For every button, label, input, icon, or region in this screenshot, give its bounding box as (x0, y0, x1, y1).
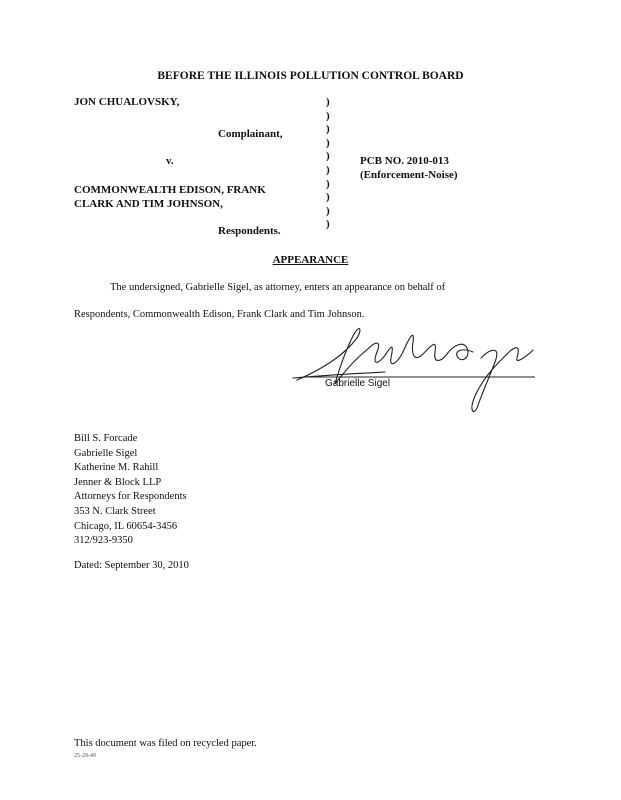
case-type: (Enforcement-Noise) (360, 169, 458, 181)
counsel-line: Attorneys for Respondents (74, 491, 187, 503)
signature-name: Gabrielle Sigel (325, 378, 391, 389)
respondents-line-2: CLARK AND TIM JOHNSON, (74, 198, 223, 210)
counsel-line: Jenner & Block LLP (74, 476, 162, 488)
case-number: PCB NO. 2010-013 (360, 155, 449, 167)
complainant-name: JON CHUALOVSKY, (74, 96, 180, 108)
counsel-line: Gabrielle Sigel (74, 447, 138, 459)
recycled-paper-note: This document was filed on recycled paper. (74, 738, 257, 749)
counsel-line: Katherine M. Rahill (74, 462, 159, 474)
counsel-line: Chicago, IL 60654-3456 (74, 520, 178, 532)
caption-parentheses: ) ) ) ) ) ) ) ) ) ) (326, 96, 330, 231)
counsel-line: 312/923-9350 (74, 535, 133, 547)
counsel-block (74, 432, 187, 549)
counsel-line: Bill S. Forcade (74, 433, 138, 444)
versus-label: v. (166, 155, 174, 167)
document-code: 25-29-49 (74, 753, 96, 759)
respondents-line-1: COMMONWEALTH EDISON, FRANK (74, 184, 266, 196)
counsel-line: 353 N. Clark Street (74, 505, 156, 517)
appearance-line-2: Respondents, Commonwealth Edison, Frank Clark and Tim Johnson. (74, 309, 365, 320)
board-heading: BEFORE THE ILLINOIS POLLUTION CONTROL BOARD (157, 70, 464, 82)
dated-line: Dated: September 30, 2010 (74, 560, 189, 571)
handwritten-signature (285, 318, 545, 418)
respondents-label: Respondents. (218, 225, 281, 237)
appearance-line-1: The undersigned, Gabrielle Sigel, as attorney, enters an appearance on behalf of (110, 282, 446, 293)
appearance-heading: APPEARANCE (272, 254, 349, 266)
complainant-label: Complainant, (218, 128, 283, 140)
